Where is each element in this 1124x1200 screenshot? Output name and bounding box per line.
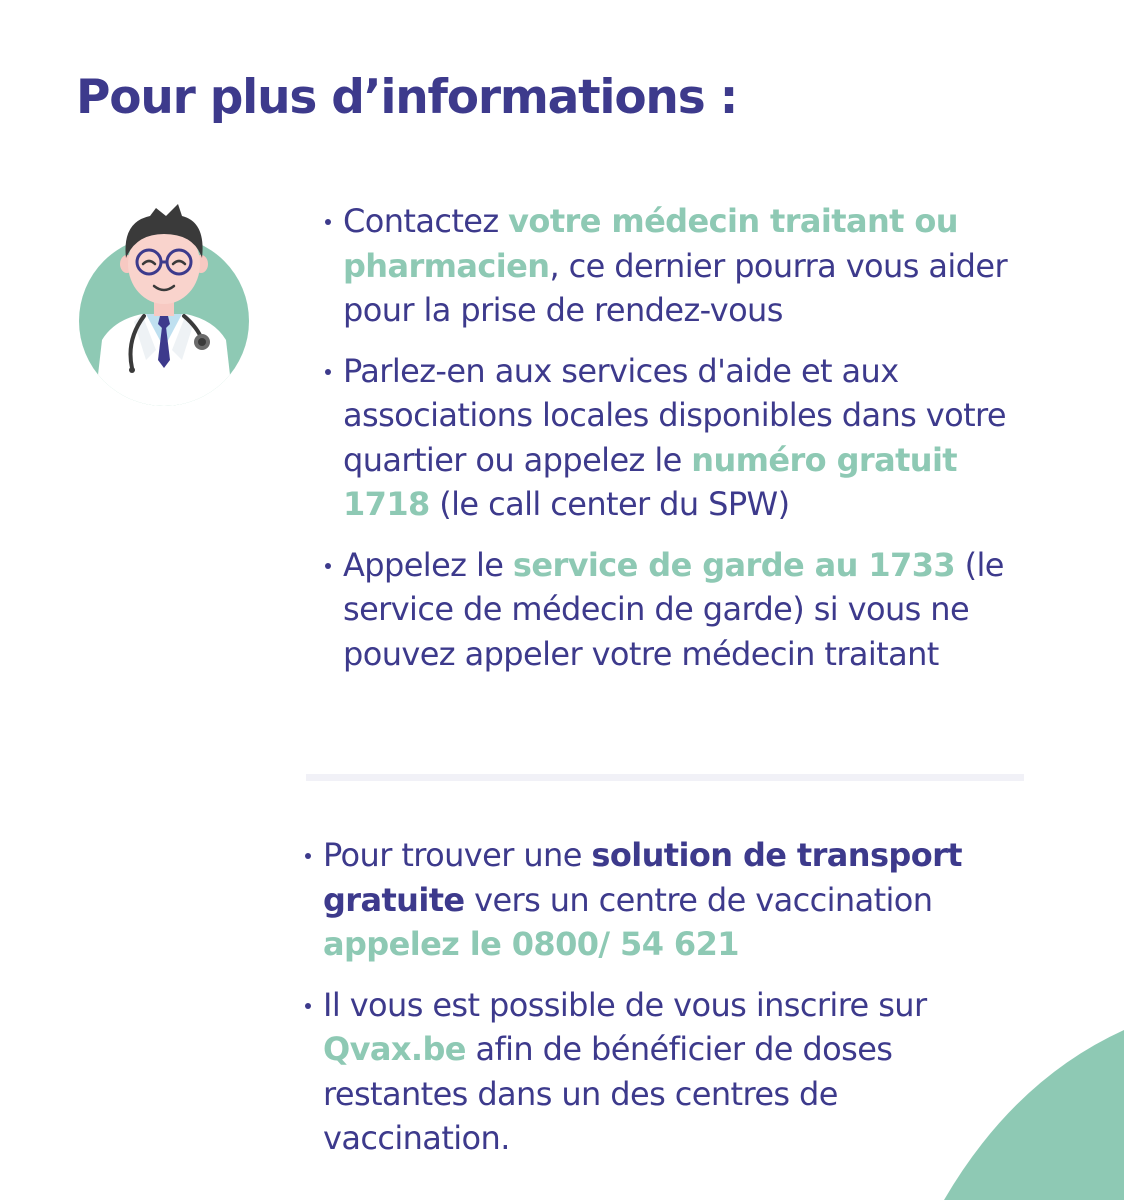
section-divider — [306, 774, 1024, 781]
item-text: , ce dernier pourra vous aider pour la prise de rendez-vous — [343, 246, 1008, 329]
item-text: (le call center du SPW) — [429, 485, 790, 523]
item-text: vers un centre de vaccination — [464, 880, 933, 919]
highlight-text: service de garde au 1733 — [512, 545, 956, 584]
item-text: Il vous est possible de vous inscrire sur — [323, 985, 927, 1024]
bold-text: solution de transport gratuite — [323, 836, 962, 919]
qvax-link[interactable]: Qvax.be — [323, 1030, 466, 1068]
list-item — [322, 349, 1022, 527]
phone-highlight: appelez le 0800/ 54 621 — [323, 925, 739, 963]
doctor-avatar-icon — [74, 200, 254, 410]
list-item — [322, 543, 1022, 677]
item-text: Pour trouver une — [323, 836, 592, 874]
item-text: Appelez le — [343, 545, 513, 584]
item-text: Contactez — [343, 202, 509, 240]
list-item — [322, 199, 1022, 333]
highlight-text: numéro gratuit 1718 — [343, 440, 958, 523]
item-text: (le service de médecin de garde) si vous ne pouvez appeler votre médecin traitant — [343, 545, 1004, 673]
item-text: afin de bénéficier de doses restantes dans un des centres de vaccination. — [323, 1030, 893, 1157]
corner-decoration — [904, 1030, 1124, 1200]
list-item — [302, 833, 1022, 967]
highlight-text: votre médecin traitant ou pharmacien — [343, 202, 958, 285]
page-title: Pour plus d’informations : — [76, 70, 738, 125]
item-text: Parlez-en aux services d'aide et aux associations locales disponibles dans votre quartier ou appelez le — [343, 351, 1006, 479]
info-list — [322, 199, 1022, 692]
